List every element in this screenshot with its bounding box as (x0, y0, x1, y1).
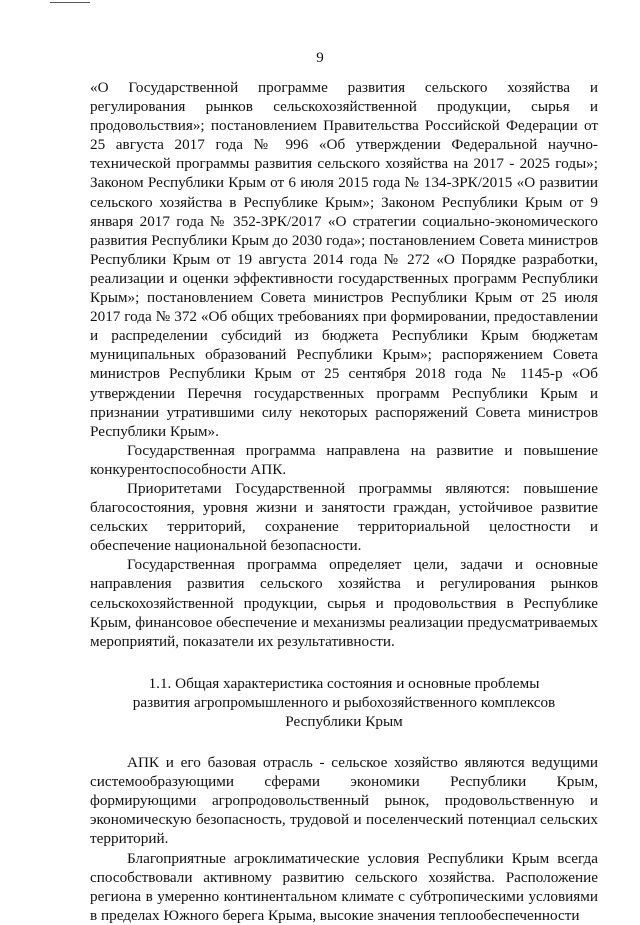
page-number: 9 (316, 50, 324, 66)
section-heading-line: Республики Крым (285, 713, 403, 730)
paragraph-legal-basis: «О Государственной программе развития сельского хозяйства и регулирования рынков сельскохозяйственной продукции, сырья и продовольствия»; постановлением Правительства Российской Федерации от 25 августа 2017 года № 996 «Об утверждении Федеральной научно-технической программы развития сельского хозяйства на 2017 - 2025 годы»; Законом Республики Крым от 6 июля 2015 года № 134-ЗРК/2015 «О развитии сельского хозяйства в Республике Крым»; Законом Республики Крым от 9 января 2017 года № 352-ЗРК/2017 «О стратегии социально-экономического развития Республики Крым до 2030 года»; постановлением Совета министров Республики Крым от 19 августа 2014 года № 272 «О Порядке разработки, реализации и оценки эффективности государственных программ Республики Крым»; постановлением Совета министров Республики Крым от 25 июля 2017 года № 372 «Об общих требованиях при формировании, предоставлении и распределении субсидий из бюджета Республики Крым бюджетам муниципальных образований Республики Крым»; распоряжением Совета министров Республики Крым от 25 сентября 2018 года № 1145-р «Об утверждении Перечня государственных программ Республики Крым и признании утратившими силу некоторых распоряжений Совета министров Республики Крым». (90, 79, 598, 440)
paragraph-climate: Благоприятные агроклиматические условия Республики Крым всегда способствовали активному развитию сельского хозяйства. Расположение региона в умеренно континентальном климате с субтропическими условиями в пределах Южного берега Крыма, высокие значения теплообеспеченности (90, 849, 598, 924)
paragraph-priorities: Приоритетами Государственной программы являются: повышение благосостояния, уровня жизни и занятости граждан, устойчивое развитие сельских территорий, сохранение территориальной целостности и обеспечение национальной безопасности. (90, 479, 598, 555)
section-heading (90, 674, 598, 731)
paragraph-apk-role: АПК и его базовая отрасль - сельское хозяйство являются ведущими системообразующими сферами экономики Республики Крым, формирующими агропродовольственный рынок, продовольственную и экономическую безопасность, трудовой и поселенческий потенциал сельских территорий. (90, 754, 598, 848)
section-heading-line: развития агропромышленного и рыбохозяйственного комплексов (132, 693, 556, 711)
section-heading-line: 1.1. Общая характеристика состояния и основные проблемы (148, 674, 540, 692)
document-body (90, 78, 598, 925)
scan-edge-mark (50, 2, 90, 3)
paragraph-program-scope: Государственная программа определяет цели, задачи и основные направления развития сельского хозяйства и регулирования рынков сельскохозяйственной продукции, сырья и продовольствия в Республике Крым, финансовое обеспечение и механизмы реализации предусматриваемых мероприятий, показатели их результативности. (90, 556, 598, 650)
paragraph-program-aim: Государственная программа направлена на развитие и повышение конкурентоспособности АПК. (90, 441, 598, 478)
